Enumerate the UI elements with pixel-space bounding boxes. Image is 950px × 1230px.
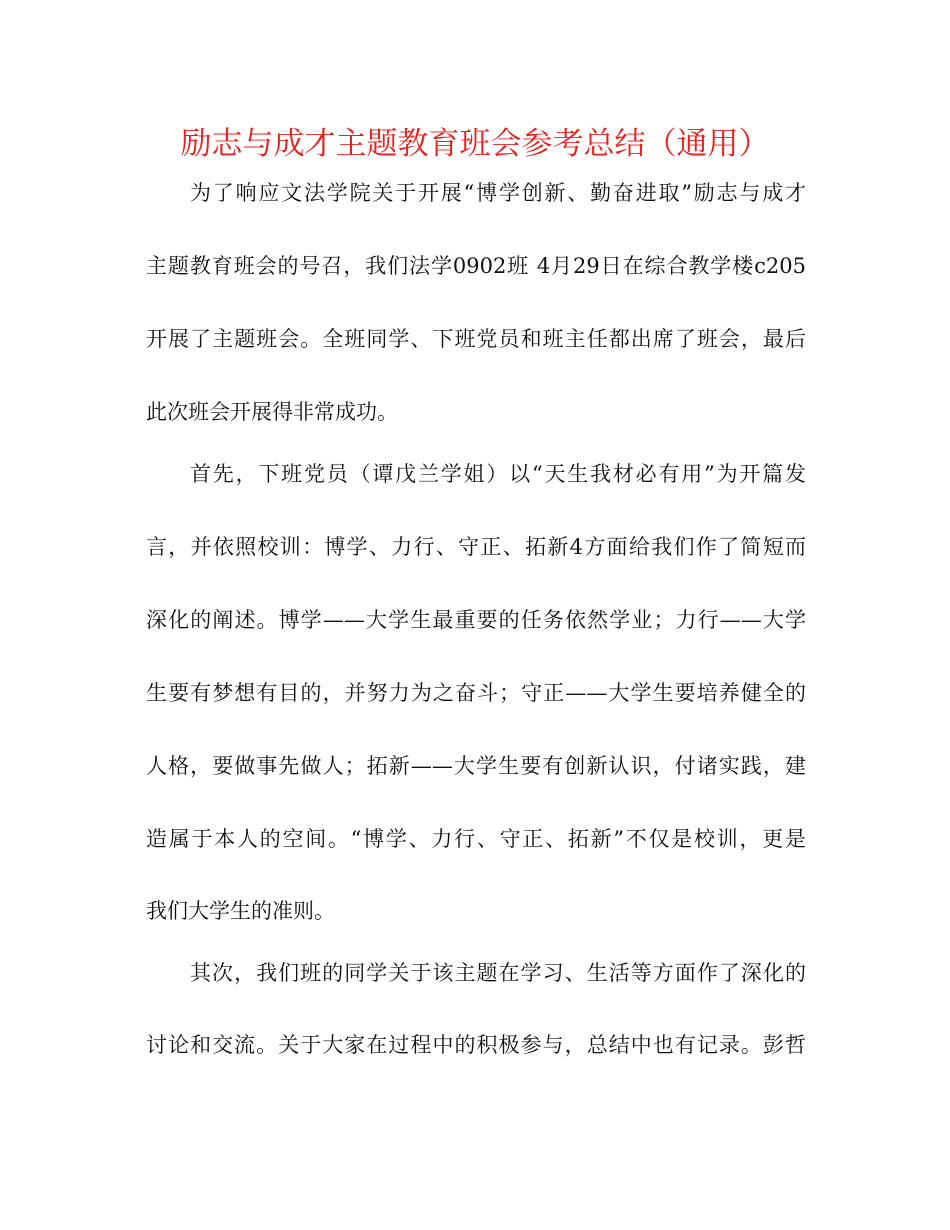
paragraph-2-line-4: 生要有梦想有目的，并努力为之奋斗；守正——大学生要培养健全的 [146,681,806,705]
paragraph-2-line-3: 深化的阐述。博学——大学生最重要的任务依然学业；力行——大学 [146,608,806,632]
paragraph-2-line-7: 我们大学生的准则。 [146,899,335,923]
paragraph-1-line-1: 为了响应文法学院关于开展“博学创新、勤奋进取”励志与成才 [190,181,806,205]
paragraph-2-line-2: 言，并依照校训：博学、力行、守正、拓新4方面给我们作了简短而 [146,535,806,559]
paragraph-3-line-1: 其次，我们班的同学关于该主题在学习、生活等方面作了深化的 [190,961,806,985]
paragraph-2-line-6: 造属于本人的空间。“博学、力行、守正、拓新”不仅是校训，更是 [146,827,806,851]
paragraph-1-line-3: 开展了主题班会。全班同学、下班党员和班主任都出席了班会，最后 [146,327,806,351]
paragraph-1-line-4: 此次班会开展得非常成功。 [146,400,398,424]
paragraph-3-line-2: 讨论和交流。关于大家在过程中的积极参与，总结中也有记录。彭哲 [146,1033,806,1057]
paragraph-1-line-2: 主题教育班会的号召，我们法学0902班 4月29日在综合教学楼c205 [146,254,806,278]
paragraph-2-line-1: 首先，下班党员（谭戊兰学姐）以“天生我材必有用”为开篇发 [190,462,806,486]
document-title: 励志与成才主题教育班会参考总结（通用） [180,126,770,162]
paragraph-2-line-5: 人格，要做事先做人；拓新——大学生要有创新认识，付诸实践，建 [146,754,806,778]
